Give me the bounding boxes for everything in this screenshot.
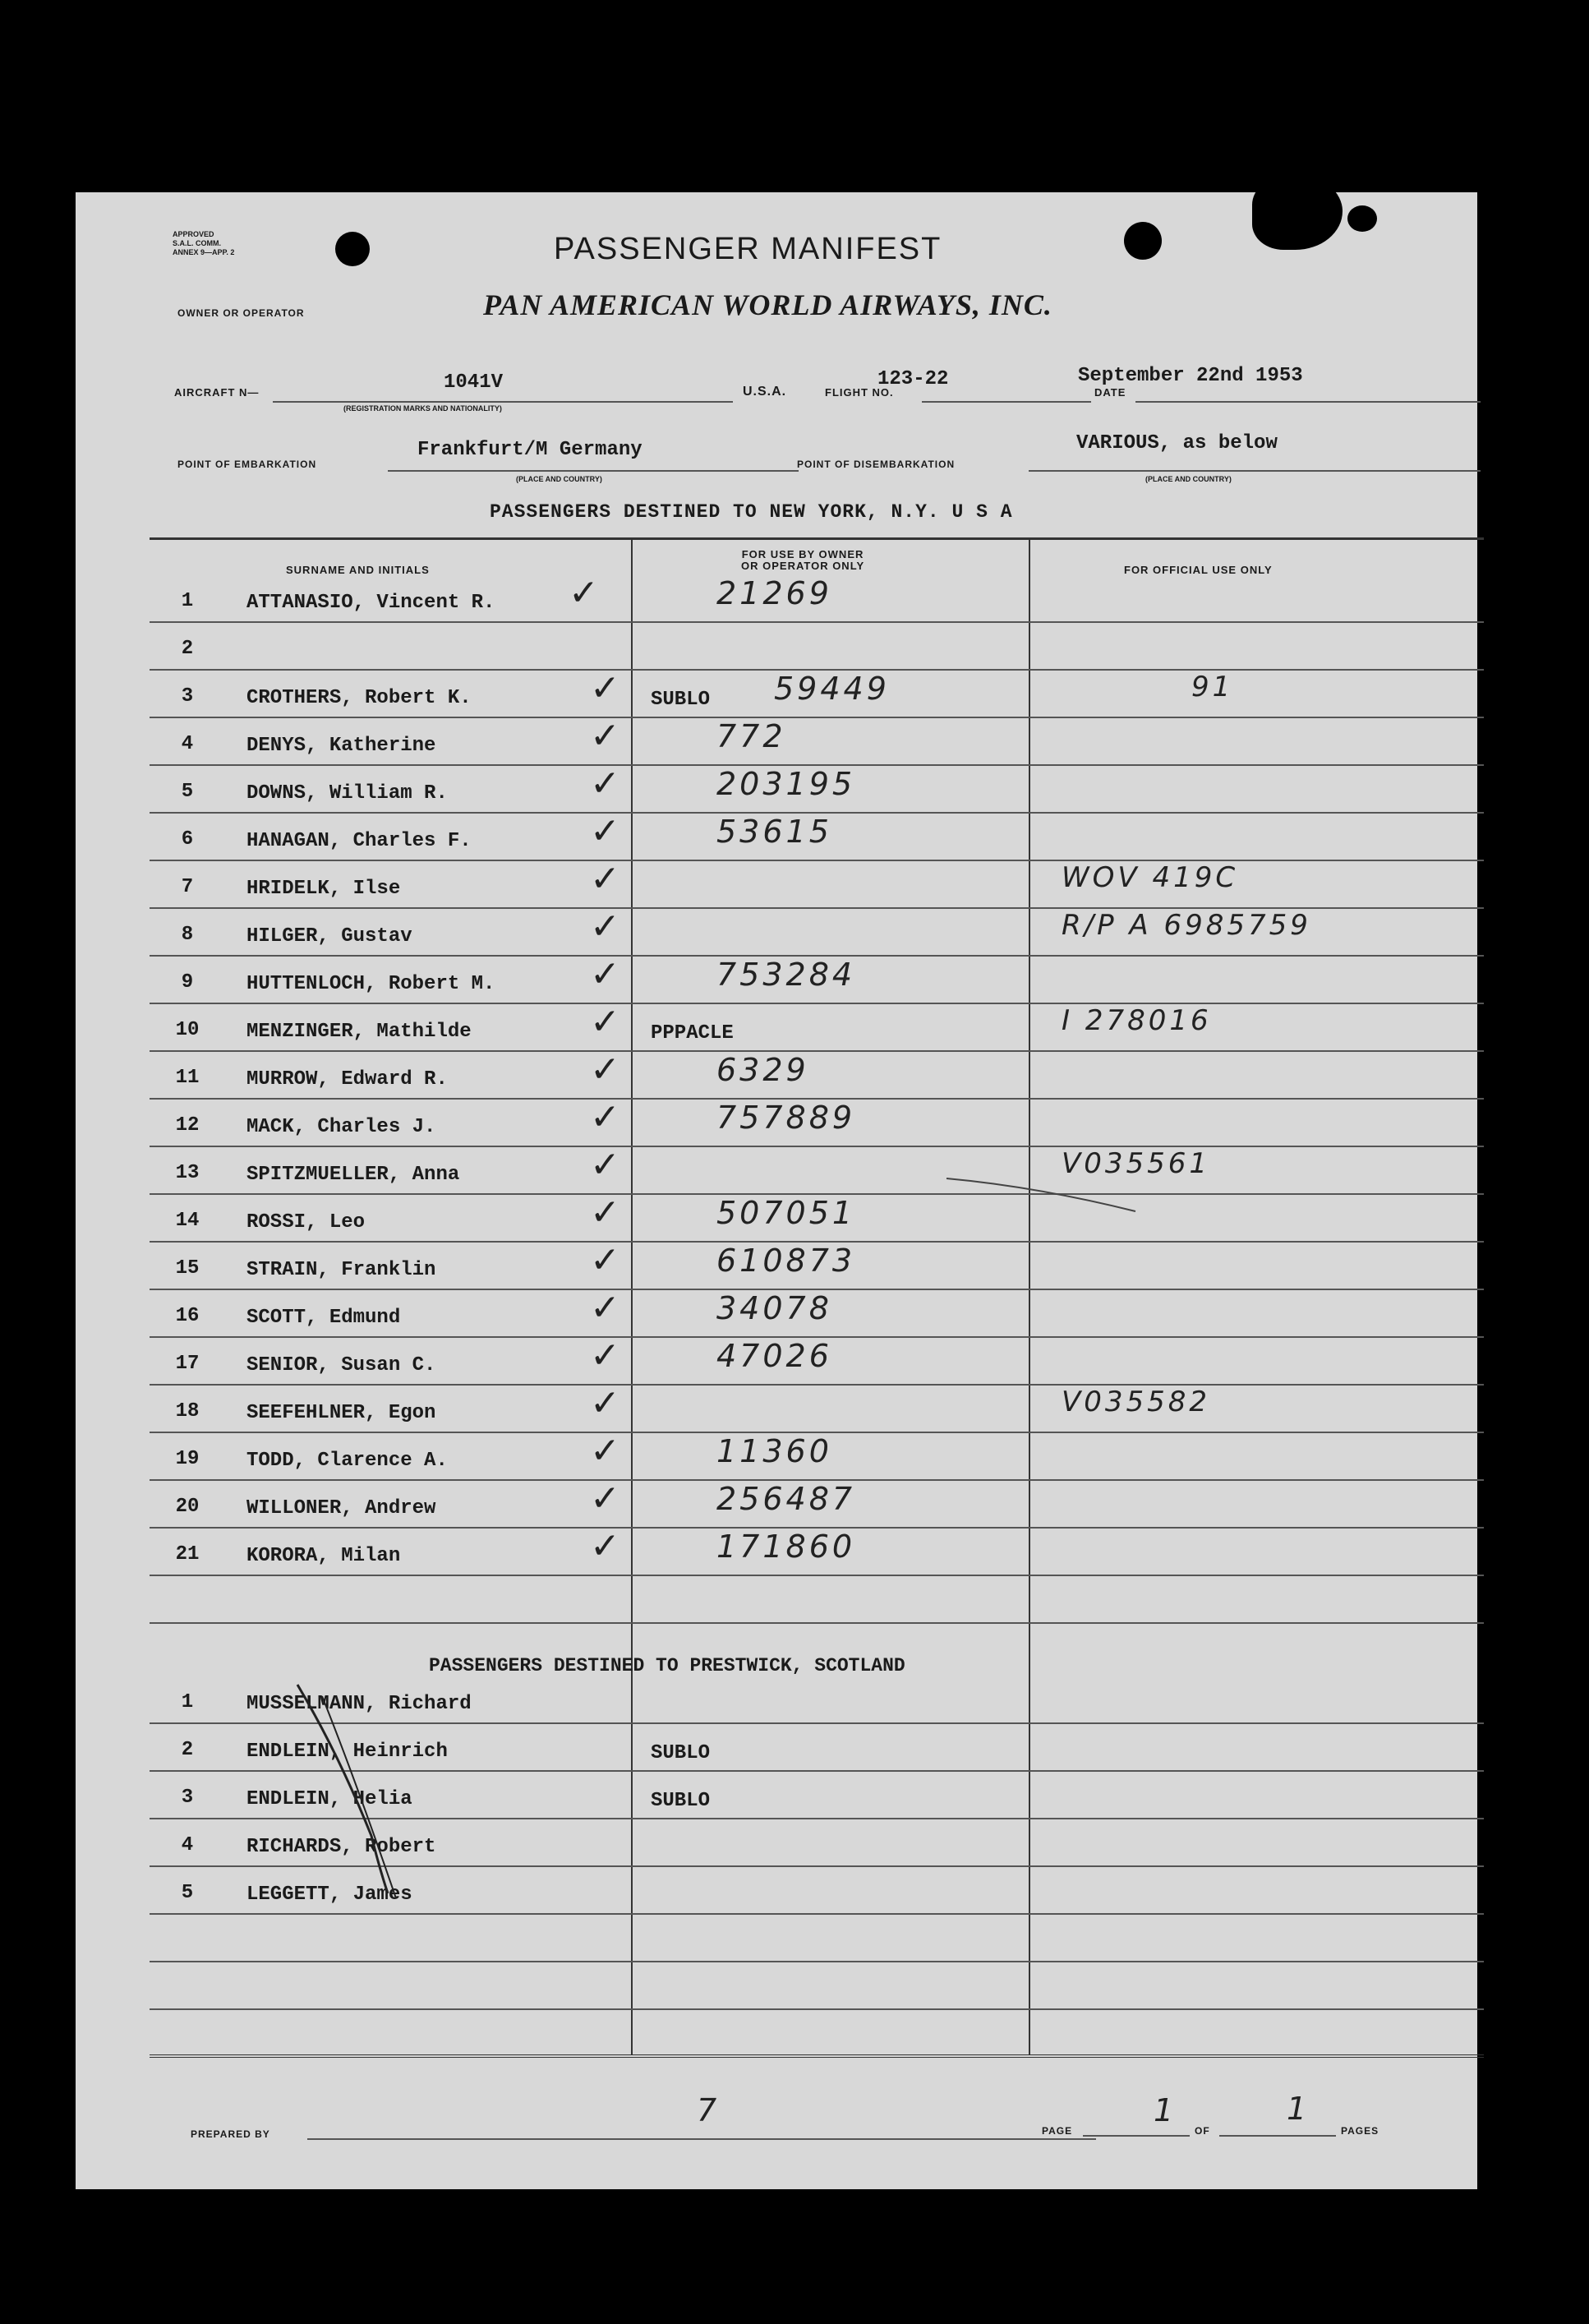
passenger-name: MACK, Charles J. <box>246 1116 436 1138</box>
owner-label: OWNER OR OPERATOR <box>177 307 305 319</box>
row-number: 9 <box>181 971 194 994</box>
row-number: 15 <box>175 1257 200 1280</box>
check-mark-icon: ✓ <box>590 1192 620 1233</box>
passenger-name: TODD, Clarence A. <box>246 1450 448 1472</box>
prepared-by-label: PREPARED BY <box>191 2128 270 2140</box>
row-number: 21 <box>175 1543 200 1565</box>
row-number: 16 <box>175 1305 200 1327</box>
passenger-name: HUTTENLOCH, Robert M. <box>246 973 495 995</box>
row-number: 6 <box>181 828 194 851</box>
check-mark-icon: ✓ <box>590 763 620 805</box>
check-mark-icon: ✓ <box>590 1144 620 1186</box>
row-number: 17 <box>175 1353 200 1375</box>
owner-handwritten-number: 6329 <box>716 1052 809 1088</box>
check-mark-icon: ✓ <box>590 1382 620 1424</box>
approved-line-1: APPROVED <box>173 230 214 238</box>
row-number: 1 <box>181 590 194 612</box>
owner-handwritten-number: 21269 <box>716 575 832 611</box>
official-handwritten-note: R/P A 6985759 <box>1062 909 1311 942</box>
owner-handwritten-number: 507051 <box>716 1195 856 1231</box>
owner-handwritten-number: 47026 <box>716 1338 832 1374</box>
row-number: 12 <box>175 1114 200 1137</box>
page-label: PAGE <box>1042 2125 1073 2137</box>
passenger-name: RICHARDS, Robert <box>246 1836 436 1858</box>
operator-name: PAN AMERICAN WORLD AIRWAYS, INC. <box>483 288 1052 321</box>
flight-number: 123-22 <box>877 368 949 390</box>
usa-label: U.S.A. <box>743 385 787 399</box>
owner-handwritten-number: 59449 <box>774 671 890 707</box>
column-header-surname: SURNAME AND INITIALS <box>286 564 430 576</box>
owner-handwritten-number: 753284 <box>716 957 856 993</box>
column-header-owner-line-2: OR OPERATOR ONLY <box>741 560 865 572</box>
flight-label: FLIGHT NO. <box>825 386 894 399</box>
check-mark-icon: ✓ <box>590 1001 620 1043</box>
check-mark-icon: ✓ <box>590 715 620 757</box>
passenger-name: MURROW, Edward R. <box>246 1068 448 1091</box>
row-number: 10 <box>175 1019 200 1041</box>
passenger-name: SEEFEHLNER, Egon <box>246 1402 436 1424</box>
check-mark-icon: ✓ <box>590 1430 620 1472</box>
passenger-name: ATTANASIO, Vincent R. <box>246 592 495 614</box>
passenger-name: SCOTT, Edmund <box>246 1307 401 1329</box>
passenger-name: WILLONER, Andrew <box>246 1497 436 1519</box>
row-number: 7 <box>181 876 194 898</box>
official-handwritten-note: V035561 <box>1062 1147 1211 1180</box>
check-mark-icon: ✓ <box>590 953 620 995</box>
check-mark-icon: ✓ <box>590 810 620 852</box>
owner-handwritten-number: 610873 <box>716 1243 856 1279</box>
check-mark-icon: ✓ <box>590 1049 620 1091</box>
row-number: 5 <box>181 1882 194 1904</box>
row-number: 8 <box>181 924 194 946</box>
manifest-date: September 22nd 1953 <box>1078 365 1303 387</box>
aircraft-label: AIRCRAFT N— <box>174 386 260 399</box>
disembark-caption: (PLACE AND COUNTRY) <box>1145 475 1232 483</box>
row-number: 2 <box>181 1739 194 1761</box>
registration-caption: (REGISTRATION MARKS AND NATIONALITY) <box>343 404 502 413</box>
check-mark-icon: ✓ <box>590 1525 620 1567</box>
owner-handwritten-number: 171860 <box>716 1529 856 1565</box>
section-title-new-york: PASSENGERS DESTINED TO NEW YORK, N.Y. U S A <box>490 501 1013 523</box>
row-number: 19 <box>175 1448 200 1470</box>
embark-caption: (PLACE AND COUNTRY) <box>516 475 602 483</box>
official-handwritten-note: I 278016 <box>1062 1004 1212 1037</box>
row-number: 2 <box>181 638 194 660</box>
page-title: PASSENGER MANIFEST <box>554 232 942 266</box>
passenger-name: MENZINGER, Mathilde <box>246 1021 472 1043</box>
owner-handwritten-number: 203195 <box>716 766 856 802</box>
page-number: 1 <box>1154 2092 1177 2128</box>
owner-typed-note: SUBLO <box>651 1742 711 1764</box>
check-mark-icon: ✓ <box>590 1239 620 1281</box>
row-number: 1 <box>181 1691 194 1713</box>
passenger-name: DOWNS, William R. <box>246 782 448 805</box>
date-label: DATE <box>1094 386 1126 399</box>
row-number: 4 <box>181 733 194 755</box>
of-label: OF <box>1195 2125 1210 2137</box>
owner-handwritten-number: 34078 <box>716 1290 832 1326</box>
manifest-sheet <box>76 192 1477 2189</box>
column-header-owner-line-1: FOR USE BY OWNER <box>741 548 864 560</box>
official-handwritten-note: WOV 419C <box>1062 861 1239 894</box>
passenger-name: ENDLEIN, Helia <box>246 1788 412 1810</box>
section-title-prestwick: PASSENGERS DESTINED TO PRESTWICK, SCOTLAND <box>429 1655 905 1676</box>
row-number: 5 <box>181 781 194 803</box>
passenger-name: MUSSELMANN, Richard <box>246 1693 472 1715</box>
row-number: 14 <box>175 1210 200 1232</box>
owner-handwritten-number: 53615 <box>716 814 832 850</box>
check-mark-icon: ✓ <box>590 1478 620 1519</box>
column-header-official: FOR OFFICIAL USE ONLY <box>1124 564 1273 576</box>
check-mark-icon: ✓ <box>590 1096 620 1138</box>
total-pages: 1 <box>1287 2091 1310 2127</box>
aircraft-number: 1041V <box>444 371 504 394</box>
passenger-name: SENIOR, Susan C. <box>246 1354 436 1376</box>
check-mark-icon: ✓ <box>569 572 599 614</box>
passenger-name: SPITZMUELLER, Anna <box>246 1164 460 1186</box>
row-number: 4 <box>181 1834 194 1856</box>
embark-place: Frankfurt/M Germany <box>417 439 643 461</box>
check-mark-icon: ✓ <box>590 858 620 900</box>
owner-typed-note: SUBLO <box>651 1790 711 1812</box>
owner-handwritten-number: 11360 <box>716 1433 832 1469</box>
disembark-place: VARIOUS, as below <box>1076 432 1278 454</box>
stray-pen-strokes <box>76 192 1477 2189</box>
owner-typed-note: PPPACLE <box>651 1022 734 1044</box>
owner-handwritten-number: 757889 <box>716 1100 856 1136</box>
disembark-label: POINT OF DISEMBARKATION <box>797 459 956 470</box>
row-number: 11 <box>175 1067 200 1089</box>
approved-line-2: S.A.L. COMM. <box>173 239 221 247</box>
embark-label: POINT OF EMBARKATION <box>177 459 317 470</box>
owner-handwritten-number: 772 <box>716 718 786 754</box>
official-handwritten-note: V035582 <box>1062 1386 1211 1418</box>
passenger-name: HANAGAN, Charles F. <box>246 830 472 852</box>
check-mark-icon: ✓ <box>590 667 620 709</box>
passenger-name: HILGER, Gustav <box>246 925 412 948</box>
row-number: 18 <box>175 1400 200 1423</box>
check-mark-icon: ✓ <box>590 1335 620 1376</box>
passenger-count: 7 <box>697 2092 721 2128</box>
row-number: 3 <box>181 1787 194 1809</box>
passenger-name: ENDLEIN, Heinrich <box>246 1741 448 1763</box>
passenger-name: CROTHERS, Robert K. <box>246 687 472 709</box>
passenger-name: STRAIN, Franklin <box>246 1259 436 1281</box>
passenger-name: KORORA, Milan <box>246 1545 401 1567</box>
pages-label: PAGES <box>1341 2125 1379 2137</box>
owner-handwritten-number: 256487 <box>716 1481 856 1517</box>
passenger-name: HRIDELK, Ilse <box>246 878 401 900</box>
row-number: 20 <box>175 1496 200 1518</box>
check-mark-icon: ✓ <box>590 906 620 948</box>
check-mark-icon: ✓ <box>590 1287 620 1329</box>
row-number: 13 <box>175 1162 200 1184</box>
owner-typed-note: SUBLO <box>651 689 711 711</box>
passenger-name: LEGGETT, James <box>246 1884 412 1906</box>
approved-line-3: ANNEX 9—APP. 2 <box>173 248 235 256</box>
official-handwritten-note: 91 <box>1191 671 1234 703</box>
passenger-name: DENYS, Katherine <box>246 735 436 757</box>
passenger-name: ROSSI, Leo <box>246 1211 366 1233</box>
row-number: 3 <box>181 685 194 708</box>
